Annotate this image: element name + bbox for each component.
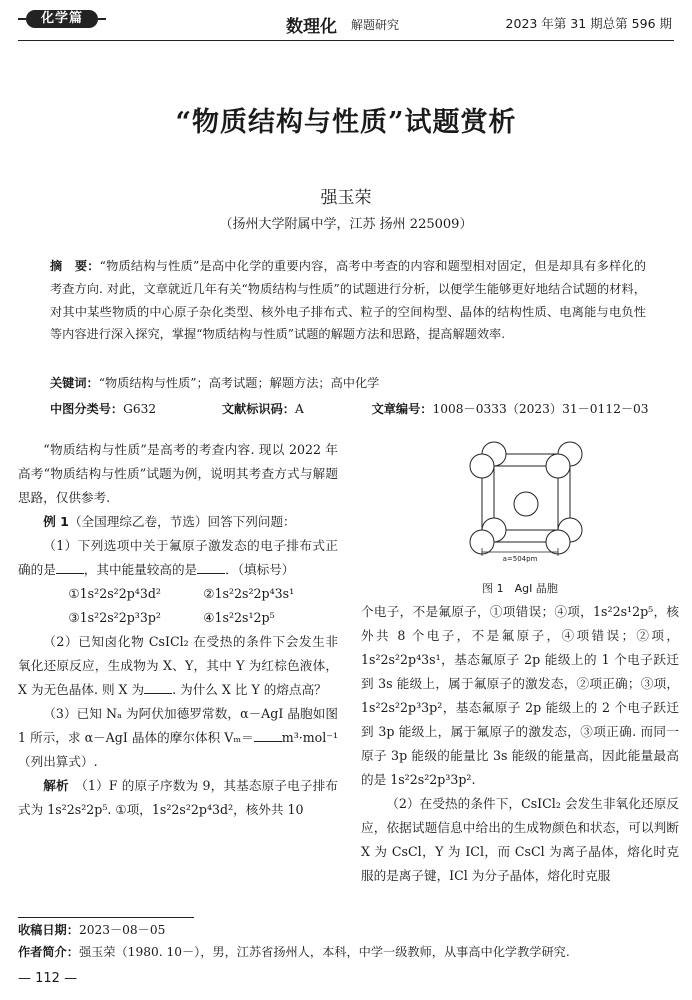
answer-blank xyxy=(197,561,225,574)
intro-paragraph: “物质结构与性质”是高考的考查内容. 现以 2022 年高考“物质结构与性质”试题为例，说明其考查方式与解题思路，仅供参考. xyxy=(18,442,338,505)
figure-caption: 图 1 AgI 晶胞 xyxy=(482,582,558,595)
header-rule xyxy=(18,40,674,41)
q1-part-a: （1）下列选项中关于氟原子激发态的电子排布式正确的是 xyxy=(18,538,338,577)
option-item: ②1s²2s²2p⁴3s¹ xyxy=(203,586,295,601)
journal-name: 数理化 xyxy=(286,17,337,37)
received-label: 收稿日期： xyxy=(18,923,79,937)
section-badge xyxy=(18,8,104,30)
journal-subtitle: 解题研究 xyxy=(351,18,400,32)
example-text: （全国理综乙卷，节选）回答下列问题： xyxy=(68,514,296,529)
keywords-label: 关键词： xyxy=(50,376,99,390)
received-date xyxy=(18,921,165,938)
author-name: 强玉荣 xyxy=(320,188,372,208)
received-value: 2023－08－05 xyxy=(78,923,166,937)
analysis-label: 解析 xyxy=(43,778,69,793)
analysis-text: （1）F 的原子序数为 9，其基态原子电子排布式为 1s²2s²2p⁵. ①项，1s²2s²2p⁴3d²，核外共 10 xyxy=(18,778,339,817)
bio-label: 作者简介： xyxy=(18,945,79,959)
abstract xyxy=(50,255,646,346)
abstract-label: 摘 要： xyxy=(50,259,100,273)
clc-value: G632 xyxy=(123,402,157,416)
options-row xyxy=(18,606,338,630)
answer-blank xyxy=(56,561,84,574)
article-title: “物质结构与性质”试题赏析 xyxy=(175,107,517,138)
agi-unit-cell-figure xyxy=(468,440,583,564)
section-badge-label: 化学篇 xyxy=(40,11,83,26)
badge-right-dash xyxy=(98,18,106,20)
abstract-text: “物质结构与性质”是高中化学的重要内容，高考中考查的内容和题型相对固定，但是却具有多样化的考查方向. 对此，文章就近几年有关“物质结构与性质”的试题进行分析，以便学生能够更好地结合试题的材料，对其中某些物质的中心原子杂化类型、核外电子排布式、粒子的空间构型、晶体的结构性质、电离能与电负性等内容进行深入探究，掌握“物质结构与性质”试题的解题方法和思路，提高解题效率. xyxy=(50,259,647,342)
footnote-rule xyxy=(18,917,194,918)
q2-part-a: （2）已知卤化物 CsICl₂ 在受热的条件下会发生非氧化还原反应，生成物为 X、Y，其中 Y 为红棕色液体，X 为无色晶体. 则 X 为 xyxy=(18,634,338,697)
clc-label: 中图分类号： xyxy=(50,402,124,416)
keywords-text: “物质结构与性质”；高考试题；解题方法；高中化学 xyxy=(98,376,380,390)
option-item: ③1s²2s²2p³3p² xyxy=(68,610,161,625)
right-column xyxy=(361,600,679,888)
q1-part-c: ．（填标号） xyxy=(225,562,295,577)
doc-code-value: A xyxy=(295,402,304,416)
q3-part-b: m³·mol⁻¹（列出算式）. xyxy=(18,730,338,769)
option-item: ①1s²2s²2p⁴3d² xyxy=(68,586,161,601)
question-1 xyxy=(18,534,338,582)
answer-blank xyxy=(254,729,282,742)
bio-value: 强玉荣（1980. 10－），男，江苏省扬州人，本科，中学一级教师，从事高中化学教学研究. xyxy=(78,945,570,959)
answer-blank xyxy=(144,681,172,694)
option-item: ④1s²2s¹2p⁵ xyxy=(203,610,275,625)
classification-line xyxy=(50,400,650,417)
example-heading xyxy=(18,510,338,534)
badge-left-dash xyxy=(18,18,26,20)
left-column xyxy=(18,438,338,822)
q2-part-b: . 为什么 X 比 Y 的熔点高？ xyxy=(172,682,327,697)
article-no-value: 1008－0333（2023）31－0112－03 xyxy=(432,402,649,416)
atom xyxy=(546,454,570,478)
example-label: 例 1 xyxy=(43,514,69,529)
question-3 xyxy=(18,702,338,774)
analysis-paragraph xyxy=(18,774,338,822)
author-affiliation: （扬州大学附属中学，江苏 扬州 225009） xyxy=(219,217,473,232)
dimension-label: a=504pm xyxy=(502,555,538,563)
doc-code-label: 文献标识码： xyxy=(221,402,295,416)
q3-part-a: （3）已知 Nₐ 为阿伏加德罗常数，α－AgI 晶胞如图 1 所示，求 α－AgI 晶体的摩尔体积 Vₘ＝ xyxy=(18,706,338,745)
atom xyxy=(470,454,494,478)
analysis-continued: 个电子，不是氟原子，①项错误；④项，1s²2s¹2p⁵，核外共 8 个电子，不是氟原子，④项错误；②项，1s²2s²2p⁴3s¹，基态氟原子 2p 能级上的 1 个电子跃迁到 3s 能级上，属于氟原子的激发态，②项正确；③项，1s²2s²2p³3p²，基态氟原子 2p 能级上的 2 个电子跃迁到 3p 能级上，属于氟原子的激发态，③项正确. 而同一原子 3p 能级的能量比 3s 能级的能量高，因此能量最高的是 1s²2s²2p³3p². xyxy=(361,604,679,787)
atom-body-center xyxy=(514,492,538,516)
keywords xyxy=(50,374,379,391)
article-no-label: 文章编号： xyxy=(371,402,433,416)
analysis-part-2: （2）在受热的条件下，CsICl₂ 会发生非氧化还原反应，依据试题信息中给出的生成物颜色和状态，可以判断 X 为 CsCl，Y 为 ICl，而 CsCl 为离子晶体，熔化时克服的是离子键，ICl 为分子晶体，熔化时克服 xyxy=(361,796,679,883)
issue-info: 2023 年第 31 期总第 596 期 xyxy=(505,16,672,31)
question-2 xyxy=(18,630,338,702)
options-row xyxy=(18,582,338,606)
page-number: — 112 — xyxy=(18,971,78,986)
author-bio xyxy=(18,943,570,960)
q1-part-b: ，其中能量较高的是 xyxy=(83,562,198,577)
